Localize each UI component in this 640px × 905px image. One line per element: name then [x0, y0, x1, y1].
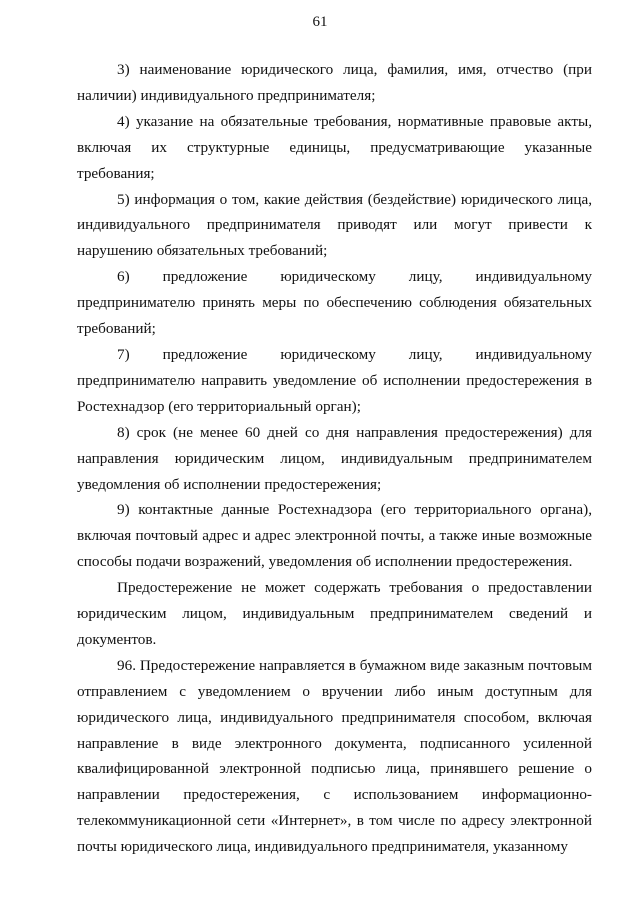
paragraph-item-3: 3) наименование юридического лица, фамилия, имя, отчество (при наличии) индивидуального предпринимателя; [77, 61, 592, 104]
paragraph-restriction: Предостережение не может содержать требования о предоставлении юридическим лицом, индивидуальным предпринимателем сведений и документов. [77, 579, 592, 648]
paragraph-item-5: 5) информация о том, какие действия (бездействие) юридического лица, индивидуального предпринимателя приводят или могут привести к нарушению обязательных требований; [77, 190, 592, 260]
paragraph-item-8: 8) срок (не менее 60 дней со дня направления предостережения) для направления юридическим лицом, индивидуальным предпринимателем уведомления об исполнении предостережения; [77, 423, 592, 493]
paragraph-clause-96: 96. Предостережение направляется в бумажном виде заказным почтовым отправлением с уведомлением о вручении либо иным доступным для юридического лица, индивидуального предпринимателя способом, включая направление в виде электронного документа, подписанного усиленной квалифицированной электронной подписью лица, принявшего решение о направлении предостережения, с использованием информационно-телекоммуникационной сети «Интернет», в том числе по адресу электронной почты юридического лица, индивидуального предпринимателя, указанному [77, 656, 592, 856]
paragraph-item-6: 6) предложение юридическому лицу, индивидуальному предпринимателю принять меры по обеспечению соблюдения обязательных требований; [77, 268, 592, 338]
paragraph-item-9: 9) контактные данные Ростехнадзора (его территориального органа), включая почтовый адрес и адрес электронной почты, а также иные возможные способы подачи возражений, уведомления об исполнении предостережения. [77, 501, 592, 571]
page-number: 61 [312, 14, 328, 30]
document-body [77, 57, 592, 860]
paragraph-item-4: 4) указание на обязательные требования, нормативные правовые акты, включая их структурные единицы, предусматривающие указанные требования; [77, 112, 592, 182]
paragraph-item-7: 7) предложение юридическому лицу, индивидуальному предпринимателю направить уведомление об исполнении предостережения в Ростехнадзор (его территориальный орган); [77, 345, 592, 415]
